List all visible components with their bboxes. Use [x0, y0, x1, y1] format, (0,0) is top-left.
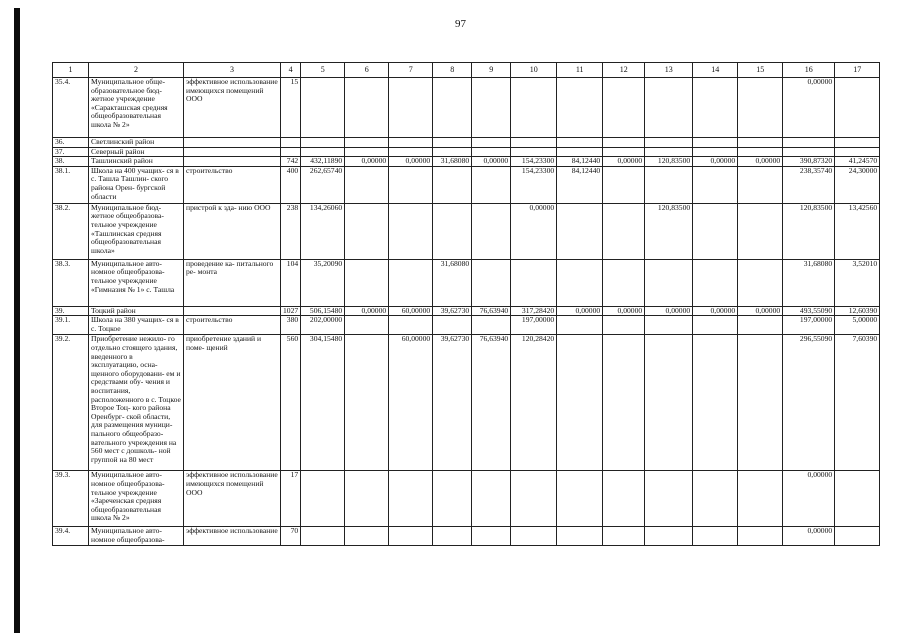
value-cell — [345, 203, 389, 259]
text-cell: Муниципальное авто- номное общеобразова- тельное учреждение «Гимназия № 1» с. Ташла — [89, 259, 184, 306]
value-cell: 24,30000 — [835, 166, 880, 203]
value-cell: 380 — [281, 316, 301, 335]
value-cell — [389, 147, 433, 157]
value-cell: 120,28420 — [511, 335, 557, 471]
text-cell: Тоцкий район — [89, 306, 184, 316]
value-cell — [345, 259, 389, 306]
column-header: 17 — [835, 63, 880, 78]
value-cell: 120,83500 — [645, 157, 693, 167]
value-cell: 13,42560 — [835, 203, 880, 259]
value-cell — [389, 259, 433, 306]
value-cell — [645, 166, 693, 203]
value-cell: 0,00000 — [472, 157, 511, 167]
value-cell — [472, 166, 511, 203]
table-row — [53, 203, 880, 259]
value-cell — [301, 471, 345, 527]
column-header: 15 — [738, 63, 783, 78]
row-number-cell: 39.1. — [53, 316, 89, 335]
row-number-cell: 38.1. — [53, 166, 89, 203]
table-row — [53, 147, 880, 157]
value-cell — [693, 527, 738, 546]
text-cell: Приобретение нежило- го отдельно стоящего здания, введенного в эксплуатацию, осна- щенного оборудовани- ем и средствами обу- чения и воспитания, расположенного в с. Тоцкое Второе Тоц- кого района Оренбург- ской области, для размещения муници- пального общеобразо- вательного учреждения на 560 мест с дошколь- ной группой на 80 мест — [89, 335, 184, 471]
value-cell — [693, 316, 738, 335]
table-row — [53, 306, 880, 316]
text-cell: строительство — [184, 316, 281, 335]
text-cell: проведение ка- питального ре- монта — [184, 259, 281, 306]
value-cell — [603, 335, 645, 471]
value-cell — [301, 78, 345, 138]
value-cell — [345, 316, 389, 335]
value-cell — [557, 78, 603, 138]
value-cell — [472, 527, 511, 546]
value-cell — [693, 335, 738, 471]
column-header: 14 — [693, 63, 738, 78]
value-cell — [645, 471, 693, 527]
value-cell: 31,68080 — [433, 157, 472, 167]
value-cell — [557, 138, 603, 148]
value-cell: 154,23300 — [511, 166, 557, 203]
value-cell: 202,00000 — [301, 316, 345, 335]
value-cell: 400 — [281, 166, 301, 203]
table-row — [53, 78, 880, 138]
table-row — [53, 259, 880, 306]
text-cell — [184, 147, 281, 157]
table-row — [53, 527, 880, 546]
value-cell: 60,00000 — [389, 306, 433, 316]
value-cell — [345, 78, 389, 138]
value-cell: 104 — [281, 259, 301, 306]
value-cell — [433, 147, 472, 157]
value-cell — [433, 166, 472, 203]
value-cell: 197,00000 — [783, 316, 835, 335]
value-cell — [345, 147, 389, 157]
column-header: 5 — [301, 63, 345, 78]
row-number-cell: 38. — [53, 157, 89, 167]
value-cell: 31,68080 — [433, 259, 472, 306]
value-cell: 493,55090 — [783, 306, 835, 316]
value-cell: 0,00000 — [345, 157, 389, 167]
table-row — [53, 316, 880, 335]
value-cell — [738, 203, 783, 259]
value-cell — [603, 147, 645, 157]
column-header: 11 — [557, 63, 603, 78]
value-cell — [472, 259, 511, 306]
value-cell: 742 — [281, 157, 301, 167]
value-cell: 17 — [281, 471, 301, 527]
value-cell: 296,55090 — [783, 335, 835, 471]
text-cell: приобретение зданий и поме- щений — [184, 335, 281, 471]
value-cell — [693, 471, 738, 527]
value-cell: 238 — [281, 203, 301, 259]
row-number-cell: 36. — [53, 138, 89, 148]
text-cell — [184, 157, 281, 167]
value-cell — [345, 335, 389, 471]
value-cell — [472, 78, 511, 138]
value-cell — [645, 335, 693, 471]
value-cell — [345, 138, 389, 148]
row-number-cell: 37. — [53, 147, 89, 157]
text-cell: Светлинский район — [89, 138, 184, 148]
text-cell: эффективное использование имеющихся помещений ООО — [184, 78, 281, 138]
value-cell — [603, 316, 645, 335]
value-cell — [281, 147, 301, 157]
value-cell — [738, 78, 783, 138]
value-cell — [835, 78, 880, 138]
value-cell — [693, 166, 738, 203]
value-cell: 15 — [281, 78, 301, 138]
value-cell — [472, 147, 511, 157]
value-cell: 7,60390 — [835, 335, 880, 471]
value-cell: 0,00000 — [738, 157, 783, 167]
value-cell: 317,28420 — [511, 306, 557, 316]
value-cell: 0,00000 — [645, 306, 693, 316]
header-row — [53, 63, 880, 78]
value-cell: 304,15480 — [301, 335, 345, 471]
value-cell — [693, 138, 738, 148]
column-header: 16 — [783, 63, 835, 78]
value-cell — [389, 138, 433, 148]
value-cell — [472, 203, 511, 259]
value-cell — [472, 138, 511, 148]
value-cell: 0,00000 — [345, 306, 389, 316]
column-header: 2 — [89, 63, 184, 78]
row-number-cell: 38.3. — [53, 259, 89, 306]
value-cell — [645, 138, 693, 148]
value-cell: 39,62730 — [433, 306, 472, 316]
value-cell: 0,00000 — [693, 157, 738, 167]
text-cell: Муниципальное бюд- жетное общеобразова- тельное учреждение «Ташлинская средняя общеобразовательная школа» — [89, 203, 184, 259]
budget-table — [52, 62, 880, 546]
value-cell — [389, 203, 433, 259]
text-cell: Ташлинский район — [89, 157, 184, 167]
text-cell: Муниципальное обще- образовательное бюд- жетное учреждение «Саракташская средняя общеобразовательная школа № 2» — [89, 78, 184, 138]
column-header: 6 — [345, 63, 389, 78]
column-header: 4 — [281, 63, 301, 78]
value-cell — [738, 259, 783, 306]
value-cell — [557, 316, 603, 335]
value-cell — [472, 471, 511, 527]
value-cell — [389, 471, 433, 527]
value-cell: 70 — [281, 527, 301, 546]
value-cell: 0,00000 — [603, 157, 645, 167]
value-cell — [389, 166, 433, 203]
column-header: 8 — [433, 63, 472, 78]
value-cell — [433, 316, 472, 335]
value-cell: 76,63940 — [472, 335, 511, 471]
value-cell — [738, 471, 783, 527]
value-cell — [835, 138, 880, 148]
column-header: 9 — [472, 63, 511, 78]
row-number-cell: 38.2. — [53, 203, 89, 259]
page-number: 97 — [455, 18, 466, 30]
value-cell — [511, 259, 557, 306]
text-cell — [184, 306, 281, 316]
column-header: 1 — [53, 63, 89, 78]
value-cell: 0,00000 — [603, 306, 645, 316]
value-cell: 0,00000 — [738, 306, 783, 316]
value-cell — [345, 471, 389, 527]
row-number-cell: 39.2. — [53, 335, 89, 471]
value-cell — [557, 471, 603, 527]
column-header: 13 — [645, 63, 693, 78]
value-cell — [511, 78, 557, 138]
value-cell — [557, 147, 603, 157]
value-cell — [835, 147, 880, 157]
value-cell: 432,11890 — [301, 157, 345, 167]
text-cell: эффективное использование имеющихся помещений ООО — [184, 471, 281, 527]
value-cell — [693, 259, 738, 306]
value-cell — [738, 316, 783, 335]
value-cell: 76,63940 — [472, 306, 511, 316]
value-cell — [603, 471, 645, 527]
text-cell: эффективное использование — [184, 527, 281, 546]
value-cell: 560 — [281, 335, 301, 471]
text-cell — [184, 138, 281, 148]
column-header: 3 — [184, 63, 281, 78]
table-row — [53, 335, 880, 471]
value-cell — [557, 203, 603, 259]
text-cell: Муниципальное авто- номное общеобразова- тельное учреждение «Зареченская средняя общеобразовательная школа № 2» — [89, 471, 184, 527]
value-cell — [738, 147, 783, 157]
value-cell — [693, 78, 738, 138]
value-cell — [693, 203, 738, 259]
value-cell — [301, 527, 345, 546]
value-cell: 41,24570 — [835, 157, 880, 167]
value-cell — [738, 335, 783, 471]
scan-edge-bar — [14, 8, 20, 633]
table-row — [53, 138, 880, 148]
value-cell: 0,00000 — [511, 203, 557, 259]
value-cell: 0,00000 — [557, 306, 603, 316]
value-cell — [511, 138, 557, 148]
value-cell: 120,83500 — [645, 203, 693, 259]
value-cell — [511, 147, 557, 157]
value-cell — [433, 527, 472, 546]
column-header: 12 — [603, 63, 645, 78]
value-cell: 35,20090 — [301, 259, 345, 306]
value-cell: 120,83500 — [783, 203, 835, 259]
text-cell: пристрой к зда- нию ООО — [184, 203, 281, 259]
value-cell — [389, 527, 433, 546]
value-cell — [603, 259, 645, 306]
value-cell — [738, 138, 783, 148]
value-cell: 390,87320 — [783, 157, 835, 167]
value-cell — [603, 138, 645, 148]
text-cell: Школа на 380 учащих- ся в с. Тоцкое — [89, 316, 184, 335]
value-cell — [389, 316, 433, 335]
text-cell: Муниципальное авто- номное общеобразова- — [89, 527, 184, 546]
text-cell: Северный район — [89, 147, 184, 157]
value-cell — [557, 335, 603, 471]
table-row — [53, 471, 880, 527]
value-cell — [645, 316, 693, 335]
table-row — [53, 166, 880, 203]
row-number-cell: 39.3. — [53, 471, 89, 527]
value-cell — [603, 78, 645, 138]
row-number-cell: 39. — [53, 306, 89, 316]
value-cell — [645, 147, 693, 157]
value-cell: 3,52010 — [835, 259, 880, 306]
value-cell — [389, 78, 433, 138]
value-cell — [693, 147, 738, 157]
value-cell — [738, 527, 783, 546]
value-cell — [783, 138, 835, 148]
value-cell: 5,00000 — [835, 316, 880, 335]
value-cell: 84,12440 — [557, 166, 603, 203]
value-cell — [345, 527, 389, 546]
value-cell: 0,00000 — [693, 306, 738, 316]
value-cell — [603, 166, 645, 203]
row-number-cell: 35.4. — [53, 78, 89, 138]
value-cell — [301, 147, 345, 157]
value-cell: 12,60390 — [835, 306, 880, 316]
value-cell — [472, 316, 511, 335]
value-cell: 238,35740 — [783, 166, 835, 203]
value-cell — [433, 471, 472, 527]
table-row — [53, 157, 880, 167]
value-cell — [433, 78, 472, 138]
value-cell — [511, 471, 557, 527]
value-cell: 197,00000 — [511, 316, 557, 335]
value-cell — [433, 138, 472, 148]
text-cell: Школа на 400 учащих- ся в с. Ташла Ташлин- ского района Орен- бургской области — [89, 166, 184, 203]
value-cell: 0,00000 — [783, 471, 835, 527]
value-cell: 0,00000 — [783, 78, 835, 138]
value-cell — [301, 138, 345, 148]
value-cell: 84,12440 — [557, 157, 603, 167]
value-cell: 31,68080 — [783, 259, 835, 306]
column-header: 7 — [389, 63, 433, 78]
value-cell — [557, 259, 603, 306]
value-cell — [738, 166, 783, 203]
value-cell — [835, 527, 880, 546]
value-cell: 154,23300 — [511, 157, 557, 167]
value-cell: 60,00000 — [389, 335, 433, 471]
value-cell: 134,26060 — [301, 203, 345, 259]
value-cell — [603, 203, 645, 259]
value-cell — [433, 203, 472, 259]
value-cell — [783, 147, 835, 157]
value-cell — [557, 527, 603, 546]
value-cell — [603, 527, 645, 546]
value-cell: 0,00000 — [783, 527, 835, 546]
value-cell: 39,62730 — [433, 335, 472, 471]
value-cell: 0,00000 — [389, 157, 433, 167]
value-cell — [345, 166, 389, 203]
value-cell — [645, 527, 693, 546]
value-cell: 1027 — [281, 306, 301, 316]
row-number-cell: 39.4. — [53, 527, 89, 546]
value-cell: 506,15480 — [301, 306, 345, 316]
value-cell — [835, 471, 880, 527]
text-cell: строительство — [184, 166, 281, 203]
value-cell — [645, 78, 693, 138]
column-header: 10 — [511, 63, 557, 78]
value-cell — [645, 259, 693, 306]
value-cell — [511, 527, 557, 546]
value-cell: 262,65740 — [301, 166, 345, 203]
value-cell — [281, 138, 301, 148]
